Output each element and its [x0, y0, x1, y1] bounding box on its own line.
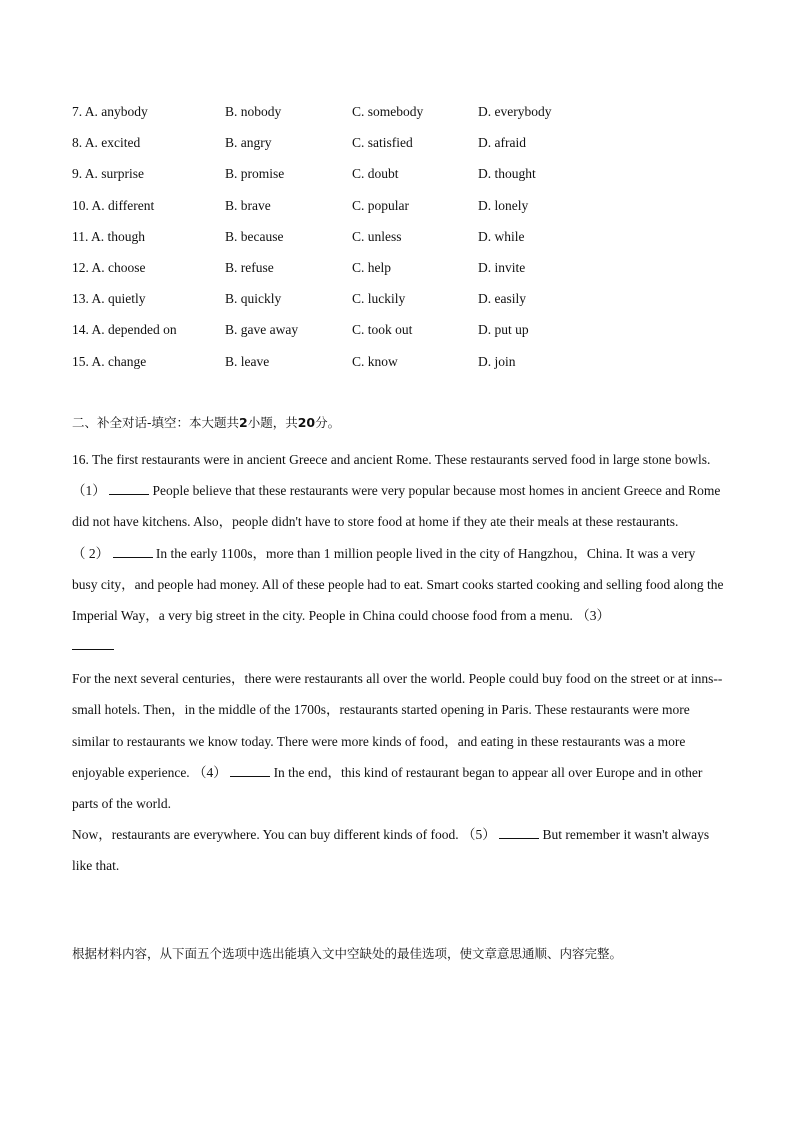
- option-d: D. thought: [478, 166, 536, 182]
- blank-5[interactable]: [499, 824, 539, 839]
- option-c: C. unless: [352, 228, 402, 244]
- option-b: B. because: [225, 228, 284, 244]
- option-d: D. lonely: [478, 197, 529, 213]
- paragraph-4: [72, 819, 724, 881]
- paragraph-text: But remember it wasn't always like that.: [72, 827, 710, 874]
- option-row-15: [72, 351, 732, 382]
- option-b: B. angry: [225, 135, 272, 151]
- section-heading: [72, 412, 340, 434]
- paragraph-text: In the early 1100s，more than 1 million people lived in the city of Hangzhou，China. It was a very busy city，and people had money. All of these people had to eat. Smart cooks started cooking and selling food along the Imperial Way，a very big street in the city. People in China could choose food from a menu. （3）: [72, 545, 724, 624]
- option-row-13: [72, 288, 732, 319]
- section-heading-mid: 小题，共: [247, 415, 298, 430]
- multiple-choice-options: [72, 101, 732, 382]
- paragraph-text: 16. The first restaurants were in ancient Greece and ancient Rome. These restaurants served food in large stone bowls. （1）: [72, 452, 711, 499]
- option-a: 15. A. change: [72, 353, 147, 369]
- option-b: B. quickly: [225, 291, 282, 307]
- option-row-9: [72, 163, 732, 194]
- instruction-text: 根据材料内容，从下面五个选项中选出能填入文中空缺处的最佳选项，使文章意思通顺、内容完整。: [72, 946, 623, 961]
- option-row-11: [72, 226, 732, 257]
- paragraph-text: Now，restaurants are everywhere. You can buy different kinds of food. （5）: [72, 827, 496, 843]
- option-b: B. refuse: [225, 259, 274, 275]
- option-d: D. afraid: [478, 135, 526, 151]
- paragraph-3: [72, 663, 724, 819]
- option-c: C. doubt: [352, 166, 399, 182]
- option-d: D. easily: [478, 291, 526, 307]
- option-c: C. know: [352, 353, 398, 369]
- option-row-8: [72, 132, 732, 163]
- option-a: 8. A. excited: [72, 135, 141, 151]
- blank-2[interactable]: [113, 543, 153, 558]
- paragraph-2: [72, 538, 724, 651]
- question-count: 2: [239, 415, 248, 430]
- option-row-12: [72, 257, 732, 288]
- paragraph-1: [72, 444, 724, 538]
- option-a: 9. A. surprise: [72, 166, 144, 182]
- option-d: D. everybody: [478, 104, 552, 119]
- option-a: 13. A. quietly: [72, 291, 146, 307]
- paragraph-text: （ 2）: [72, 545, 110, 561]
- paragraph-text: For the next several centuries，there were restaurants all over the world. People could buy food on the street or at inns--small hotels. Then，in the middle of the 1700s，restaurants started opening in Paris. These restaurants were more similar to restaurants we know today. There were more kinds of food，and eating in these restaurants was a more enjoyable experience. （4）: [72, 671, 723, 780]
- option-c: C. satisfied: [352, 135, 413, 151]
- total-score: 20: [297, 415, 316, 430]
- option-a: 7. A. anybody: [72, 104, 148, 119]
- option-b: B. brave: [225, 197, 271, 213]
- option-c: C. luckily: [352, 291, 406, 307]
- option-b: B. gave away: [225, 322, 299, 338]
- blank-3[interactable]: [72, 631, 114, 650]
- option-a: 10. A. different: [72, 197, 155, 213]
- option-a: 12. A. choose: [72, 259, 146, 275]
- option-d: D. join: [478, 353, 516, 369]
- option-c: C. popular: [352, 197, 409, 213]
- option-b: B. promise: [225, 166, 285, 182]
- option-d: D. put up: [478, 322, 529, 338]
- section-heading-prefix: 二、补全对话-填空：本大题共: [72, 415, 240, 430]
- option-b: B. nobody: [225, 104, 282, 119]
- option-d: D. while: [478, 228, 525, 244]
- option-c: C. somebody: [352, 104, 424, 119]
- option-row-10: [72, 195, 732, 226]
- option-row-14: [72, 319, 732, 350]
- option-a: 14. A. depended on: [72, 322, 177, 338]
- option-b: B. leave: [225, 353, 270, 369]
- reading-passage: [72, 444, 724, 882]
- paragraph-text: In the end，this kind of restaurant began to appear all over Europe and in other parts of the world.: [72, 764, 703, 812]
- option-c: C. took out: [352, 322, 413, 338]
- blank-4[interactable]: [230, 762, 270, 777]
- option-a: 11. A. though: [72, 228, 146, 244]
- section-heading-suffix: 分。: [315, 415, 341, 430]
- blank-1[interactable]: [109, 480, 149, 495]
- option-d: D. invite: [478, 259, 526, 275]
- option-row-7: [72, 101, 732, 132]
- paragraph-text: People believe that these restaurants were very popular because most homes in ancient Greece and Rome did not have kitchens. Also，people didn't have to store food at home if they ate their meals at these restaurants.: [72, 483, 721, 530]
- option-c: C. help: [352, 259, 391, 275]
